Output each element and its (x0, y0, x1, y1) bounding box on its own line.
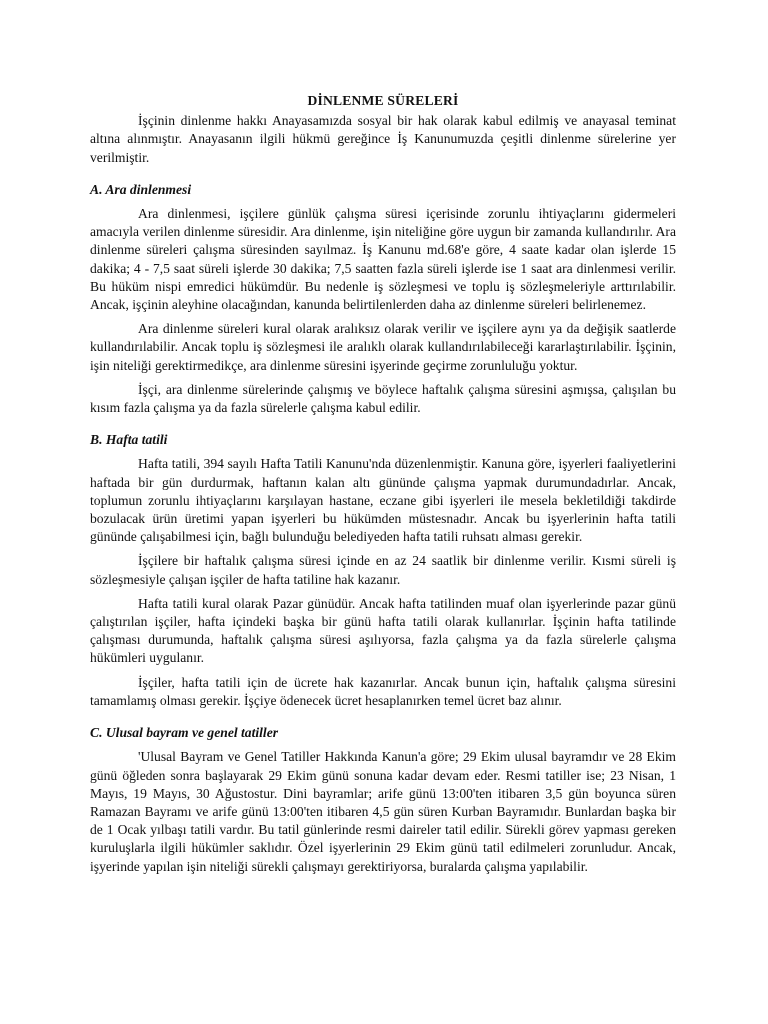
paragraph: 'Ulusal Bayram ve Genel Tatiller Hakkında Kanun'a göre; 29 Ekim ulusal bayramdır ve 28 Ekim günü öğleden sonra başlayarak 29 Ekim günü sonuna kadar devam eder. Resmi tatiller ise; 23 Nisan, 1 Mayıs, 19 Mayıs, 30 Ağustostur. Dini bayramlar; arife günü 13:00'ten itibaren 3,5 gün boyunca süren Ramazan Bayramı ve arife günü 13:00'ten itibaren 4,5 gün süren Kurban Bayramıdır. Bunlardan başka bir de 1 Ocak yılbaşı tatili vardır. Bu tatil günlerinde resmi daireler tatil edilir. Sürekli görev yapması gereken kuruluşlarla ilgili hükümler saklıdır. Özel işyerlerinin 29 Ekim günü tatil edilmeleri zorunludur. Ancak, işyerinde yapılan işin niteliği sürekli çalışmayı gerektiriyorsa, buralarda çalışma yapılabilir. (90, 749, 676, 874)
section-heading: C. Ulusal bayram ve genel tatiller (90, 725, 279, 741)
paragraph: Hafta tatili, 394 sayılı Hafta Tatili Kanunu'nda düzenlenmiştir. Kanuna göre, işyerleri faaliyetlerini haftada bir gün durdurmak, haftanın kalan altı gününde çalışma yapmak durumundadırlar. Ancak, toplumun zorunlu ihtiyaçlarını karşılayan hastane, eczane gibi işyerleri ile mesela bekletildiği takdirde bozulacak ürün üretimi yapan işyerleri bu hükümden müstesnadır. Ancak bu işyerlerinin hafta tatili gününde çalışabilmesi için, bağlı bulunduğu belediyeden hafta tatili ruhsatı alması gerekir. (90, 456, 676, 545)
paragraph: Hafta tatili kural olarak Pazar günüdür. Ancak hafta tatilinden muaf olan işyerlerinde pazar günü çalıştırılan işçiler, hafta içindeki başka bir günü hafta tatili olarak kullanırlar. İşçinin hafta tatilinde çalışması durumunda, haftalık çalışma süresi aşılıyorsa, fazla çalışma ya da fazla sürelerle çalışma hükümleri uygulanır. (90, 595, 676, 666)
paragraph: İşçi, ara dinlenme sürelerinde çalışmış ve böylece haftalık çalışma süresini aşmışsa, çalışılan bu kısım fazla çalışma ya da fazla sürelerle çalışma kabul edilir. (90, 381, 676, 416)
document-page (90, 92, 676, 882)
section-ulusal-bayram (90, 724, 676, 876)
section-hafta-tatili (90, 431, 676, 710)
intro-paragraph: İşçinin dinlenme hakkı Anayasamızda sosyal bir hak olarak kabul edilmiş ve anayasal teminat altına alınmıştır. Anayasanın ilgili hükmü gereğince İş Kanunumuzda çeşitli dinlenme sürelerine yer verilmiştir. (90, 113, 676, 165)
section-ara-dinlenmesi (90, 181, 676, 417)
paragraph: Ara dinlenme süreleri kural olarak aralıksız olarak verilir ve işçilere aynı ya da değişik saatlerde kullandırılabilir. Ancak toplu iş sözleşmesi ile aralıklı olarak kullandırılabileceği kararlaştırılabilir. İşçinin, işin niteliği gerektirmedikçe, ara dinlenme süresini işyerinde geçirme zorunluluğu yoktur. (90, 321, 676, 373)
paragraph: İşçiler, hafta tatili için de ücrete hak kazanırlar. Ancak bunun için, haftalık çalışma süresini tamamlamış olması gerekir. İşçiye ödenecek ücret hesaplanırken temel ücret baz alınır. (90, 674, 676, 708)
paragraph: İşçilere bir haftalık çalışma süresi içinde en az 24 saatlik bir dinlenme verilir. Kısmi süreli iş sözleşmesiyle çalışan işçiler de hafta tatiline hak kazanır. (90, 553, 676, 587)
document-title: DİNLENME SÜRELERİ (307, 93, 459, 108)
section-heading: A. Ara dinlenmesi (90, 181, 192, 197)
section-heading: B. Hafta tatili (90, 432, 168, 448)
paragraph: Ara dinlenmesi, işçilere günlük çalışma süresi içerisinde zorunlu ihtiyaçlarını gidermeleri amacıyla verilen dinlenme süresidir. Ara dinlenme, işin niteliğine göre uygun bir zamanda kullandırılır. Ara dinlenme süreleri çalışma süresinden sayılmaz. İş Kanunu md.68'e göre, 4 saate kadar olan işlerde 15 dakika; 4 - 7,5 saat süreli işlerde 30 dakika; 7,5 saatten fazla süreli işlerde ise 1 saat ara dinlenmesi verilir. Bu hüküm nispi emredici hükümdür. Bu nedenle iş sözleşmesi ve toplu iş sözleşmeleriyle arttırılabilir. Ancak, işçinin aleyhine olacağından, kanunda belirtilenlerden daha az dinlenme süreleri belirlenemez. (90, 206, 676, 313)
